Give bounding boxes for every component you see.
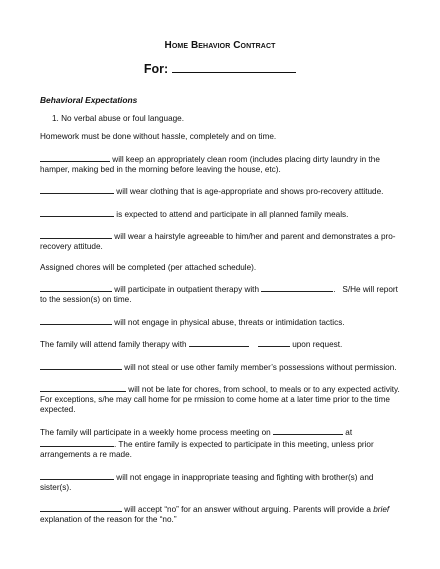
clothing-text: will wear clothing that is age-appropriate and shows pro-recovery attitude. (116, 187, 384, 197)
name-blank[interactable] (40, 316, 112, 325)
family-therapy-paragraph (40, 338, 402, 350)
late-text: will not be late for chores, from school, to meals or to any expected activity. For exceptions, s/he may call home for pe rmission to come home at a later time prior to the time expected. (40, 384, 400, 415)
name-blank[interactable] (40, 283, 112, 292)
physical-paragraph (40, 316, 402, 328)
name-blank[interactable] (40, 471, 114, 480)
teasing-paragraph (40, 471, 402, 493)
therapy-paragraph: will participate in outpatient therapy with . S/He will report to the session(s) on time. (40, 285, 398, 305)
name-blank[interactable] (40, 185, 114, 194)
name-blank[interactable] (40, 361, 122, 370)
teasing-text: will not engage in inappropriate teasing and fighting with brother(s) and sister(s). (40, 472, 374, 492)
section-heading: Behavioral Expectations (40, 95, 138, 105)
clothing-paragraph (40, 185, 402, 197)
no-answer-brief: brief (373, 505, 390, 515)
homework-paragraph: Homework must be done without hassle, completely and on time. (40, 132, 277, 142)
no-answer-text-b: explanation of the reason for the “no.” (40, 515, 177, 525)
meeting-text-b: at (345, 427, 353, 437)
meals-paragraph (40, 208, 402, 220)
chores-paragraph: Assigned chores will be completed (per attached schedule). (40, 262, 257, 272)
family-therapy-text-b: upon request. (292, 340, 343, 350)
for-label: For: (143, 62, 169, 76)
steal-text: will not steal or use other family member’s possessions without permission. (124, 362, 397, 372)
clean-room-paragraph (40, 153, 402, 175)
therapy-text-a: will participate in outpatient therapy with (114, 285, 260, 295)
steal-paragraph (40, 361, 402, 373)
family-therapist-blank[interactable] (189, 338, 249, 347)
hairstyle-text: will wear a hairstyle agreeable to him/her and parent and demonstrates a pro-recovery attitude. (40, 232, 396, 252)
no-answer-paragraph (40, 503, 402, 525)
contract-body (40, 95, 402, 536)
name-blank[interactable] (40, 230, 112, 239)
no-answer-text-a: will accept “no” for an answer without arguing. Parents will provide a (124, 505, 371, 515)
schedule-blank[interactable] (258, 338, 290, 347)
expectation-item-1: 1. No verbal abuse or foul language. (52, 114, 184, 124)
name-blank[interactable] (40, 383, 126, 392)
meals-text: is expected to attend and participate in all planned family meals. (116, 209, 349, 219)
meeting-paragraph (40, 426, 402, 461)
therapy-text-b: S/He will report to the session(s) on time. (40, 285, 398, 305)
name-blank[interactable] (40, 153, 110, 162)
name-blank[interactable] (40, 208, 114, 217)
physical-text: will not engage in physical abuse, threats or intimidation tactics. (114, 317, 345, 327)
document-title: Home Behavior Contract (164, 40, 276, 51)
meeting-time-blank[interactable] (40, 438, 114, 447)
meeting-text-a: The family will participate in a weekly home process meeting on (40, 427, 271, 437)
meeting-text-c: . The entire family is expected to participate in this meeting, unless prior arrangements a re made. (40, 439, 374, 460)
meeting-day-blank[interactable] (273, 426, 343, 435)
late-paragraph (40, 383, 402, 416)
name-blank[interactable] (40, 503, 122, 512)
clean-room-text: will keep an appropriately clean room (includes placing dirty laundry in the hamper, making bed in the morning before leaving the house, etc). (40, 154, 380, 174)
family-therapy-text-a: The family will attend family therapy with (40, 340, 187, 350)
for-name-blank[interactable] (172, 62, 296, 73)
therapist-blank[interactable] (261, 283, 333, 292)
hairstyle-paragraph (40, 230, 402, 252)
for-line (0, 62, 440, 76)
